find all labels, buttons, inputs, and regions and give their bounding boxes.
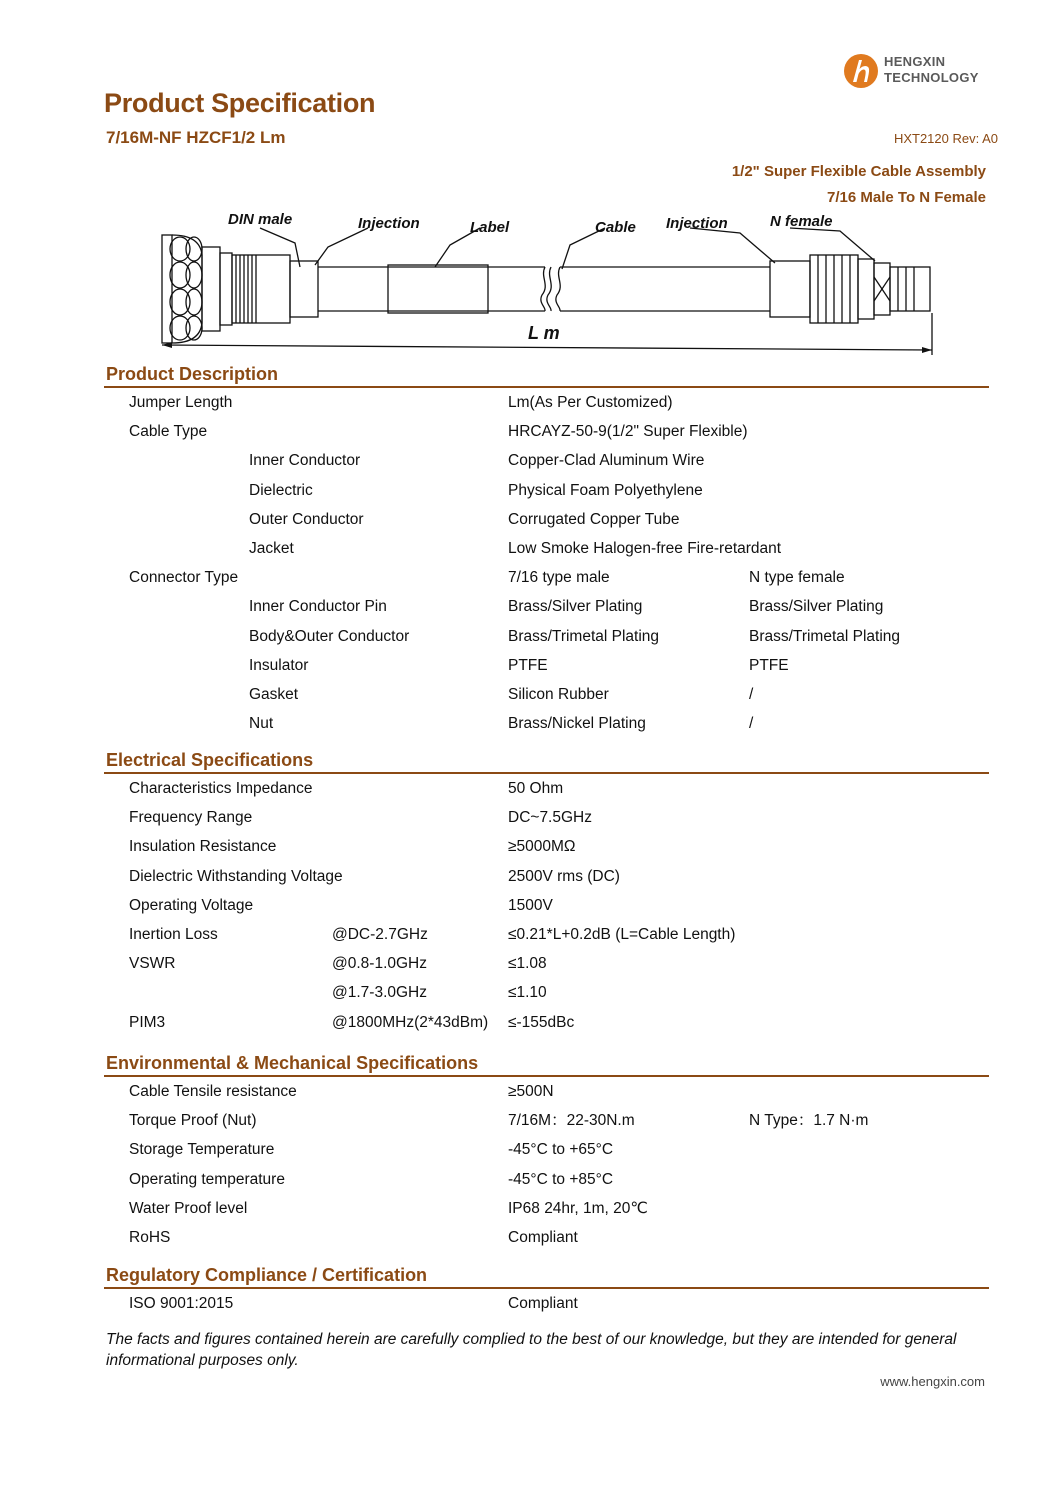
spec-value: Silicon Rubber [508, 685, 609, 703]
spec-value: 2500V rms (DC) [508, 867, 620, 885]
hengxin-logo-icon [842, 52, 880, 90]
section-environmental [104, 1051, 989, 1252]
spec-value-secondary: N type female [749, 569, 845, 587]
spec-label: Gasket [249, 685, 299, 703]
spec-row [104, 505, 989, 534]
electrical-rows [104, 774, 989, 1037]
spec-label: Frequency Range [129, 809, 253, 827]
spec-value: 50 Ohm [508, 780, 564, 797]
spec-value-secondary: / [749, 685, 754, 703]
spec-label: RoHS [129, 1228, 171, 1246]
spec-value-secondary: Brass/Silver Plating [749, 598, 884, 616]
spec-value-secondary: N Type：1.7 N·m [749, 1112, 869, 1130]
spec-label: Nut [249, 715, 274, 733]
spec-value-secondary: Brass/Trimetal Plating [749, 627, 901, 645]
spec-value: ≤1.10 [508, 984, 547, 1002]
spec-label: Cable Tensile resistance [129, 1083, 297, 1100]
spec-row [104, 446, 989, 475]
spec-label: Insulation Resistance [129, 838, 277, 856]
spec-label: VSWR [129, 955, 176, 973]
spec-value: HRCAYZ-50-9(1/2" Super Flexible) [508, 423, 748, 441]
website-link[interactable]: www.hengxin.com [880, 1374, 985, 1389]
spec-value: Brass/Silver Plating [508, 598, 643, 616]
spec-row [104, 1077, 989, 1106]
cable-assembly-drawing [150, 205, 940, 355]
spec-row [104, 592, 989, 621]
spec-value: PTFE [508, 656, 548, 674]
spec-condition: @1800MHz(2*43dBm) [332, 1013, 489, 1031]
spec-label: Operating Voltage [129, 896, 254, 914]
spec-row [104, 891, 989, 920]
label-label: Label [470, 219, 510, 236]
spec-value: ≤-155dBc [508, 1013, 575, 1031]
section-heading: Electrical Specifications [106, 750, 314, 770]
spec-row [104, 832, 989, 861]
spec-value: 7/16M：22-30N.m [508, 1112, 635, 1130]
spec-row [104, 1008, 989, 1037]
spec-condition: @0.8-1.0GHz [332, 955, 427, 973]
spec-label: PIM3 [129, 1013, 166, 1031]
spec-row [104, 862, 989, 891]
spec-value: ≤1.08 [508, 955, 547, 973]
spec-value: Compliant [508, 1228, 578, 1246]
page-title: Product Specification [104, 88, 376, 118]
section-heading: Product Description [106, 364, 279, 384]
spec-row [104, 563, 989, 592]
length-label: L m [528, 323, 560, 343]
spec-row [104, 651, 989, 680]
section-product-description [104, 362, 989, 738]
spec-value: Compliant [508, 1295, 578, 1312]
spec-row [104, 388, 989, 417]
spec-label: Jacket [249, 539, 294, 557]
spec-label: Connector Type [129, 569, 239, 587]
spec-value: ≥500N [508, 1083, 554, 1100]
spec-row [104, 949, 989, 978]
spec-row [104, 1106, 989, 1135]
spec-row [104, 920, 989, 949]
document-reference: HXT2120 Rev: A0 [893, 131, 998, 146]
spec-row [104, 774, 989, 803]
section-heading: Regulatory Compliance / Certification [106, 1265, 428, 1285]
logo-line-1: HENGXIN [884, 54, 946, 69]
label-injection-2: Injection [666, 215, 728, 232]
spec-label: Inner Conductor Pin [249, 598, 387, 616]
spec-row [104, 680, 989, 709]
spec-label: Torque Proof (Nut) [129, 1112, 257, 1130]
spec-value: Corrugated Copper Tube [508, 510, 680, 528]
spec-value: 7/16 type male [508, 569, 610, 587]
spec-row [104, 709, 989, 738]
spec-row [104, 978, 989, 1007]
section-heading: Environmental & Mechanical Specifications [106, 1053, 479, 1073]
disclaimer-text: The facts and figures contained herein are carefully complied to the best of our knowledge, but they are intended for general informational purposes only. [106, 1331, 957, 1369]
spec-value: -45°C to +85°C [508, 1170, 614, 1188]
spec-value: Physical Foam Polyethylene [508, 481, 703, 499]
product-description-line-2: 7/16 Male To N Female [827, 189, 986, 206]
company-logo [842, 50, 1002, 94]
spec-value: Brass/Nickel Plating [508, 715, 646, 733]
spec-value: IP68 24hr, 1m, 20℃ [508, 1199, 648, 1217]
spec-value: Copper-Clad Aluminum Wire [508, 452, 705, 470]
product-description-rows [104, 388, 989, 738]
spec-label: Insulator [249, 656, 309, 674]
spec-label: Inertion Loss [129, 925, 218, 943]
spec-value: DC~7.5GHz [508, 809, 592, 827]
spec-label: Storage Temperature [129, 1141, 275, 1159]
spec-row [104, 534, 989, 563]
spec-value: Low Smoke Halogen-free Fire-retardant [508, 539, 782, 557]
spec-condition: @1.7-3.0GHz [332, 984, 427, 1002]
spec-row [104, 803, 989, 832]
spec-value-secondary: PTFE [749, 656, 789, 674]
label-n-female: N female [770, 213, 833, 230]
spec-row [104, 1165, 989, 1194]
spec-value: Lm(As Per Customized) [508, 394, 673, 411]
label-injection-1: Injection [358, 215, 420, 232]
spec-row [104, 476, 989, 505]
spec-label: Characteristics Impedance [129, 780, 313, 797]
spec-row [104, 1194, 989, 1223]
spec-label: Dielectric [249, 481, 313, 499]
spec-value: Brass/Trimetal Plating [508, 627, 660, 645]
spec-label: Inner Conductor [249, 452, 361, 470]
spec-row [104, 1289, 989, 1318]
environmental-rows [104, 1077, 989, 1252]
spec-value: -45°C to +65°C [508, 1141, 614, 1159]
spec-value: ≥5000MΩ [508, 838, 576, 856]
section-regulatory [104, 1263, 989, 1318]
spec-label: Operating temperature [129, 1170, 285, 1188]
spec-value: 1500V [508, 896, 553, 914]
product-description-line-1: 1/2" Super Flexible Cable Assembly [731, 163, 986, 180]
product-model: 7/16M-NF HZCF1/2 Lm [106, 128, 286, 147]
spec-row [104, 622, 989, 651]
spec-row [104, 417, 989, 446]
spec-label: Cable Type [129, 423, 208, 441]
label-cable: Cable [595, 219, 636, 236]
spec-label: ISO 9001:2015 [129, 1295, 234, 1312]
spec-condition: @DC-2.7GHz [332, 925, 428, 943]
spec-label: Jumper Length [129, 394, 233, 411]
section-electrical [104, 748, 989, 1037]
spec-value-secondary: / [749, 715, 754, 733]
spec-label: Outer Conductor [249, 510, 364, 528]
spec-row [104, 1223, 989, 1252]
label-din-male: DIN male [228, 211, 293, 228]
logo-line-2: TECHNOLOGY [884, 70, 979, 85]
spec-label: Dielectric Withstanding Voltage [129, 867, 343, 885]
spec-value: ≤0.21*L+0.2dB (L=Cable Length) [508, 925, 736, 943]
spec-label: Body&Outer Conductor [249, 627, 410, 645]
spec-row [104, 1135, 989, 1164]
regulatory-rows [104, 1289, 989, 1318]
spec-label: Water Proof level [129, 1199, 248, 1217]
